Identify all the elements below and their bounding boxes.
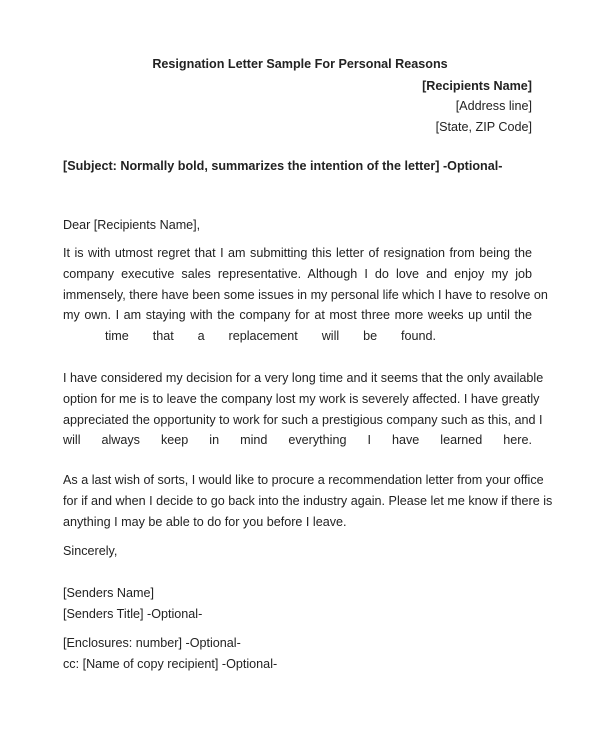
sender-name: [Senders Name] [63, 586, 154, 600]
paragraph-1 [63, 243, 548, 347]
paragraph-1-line: immensely, there have been some issues in my personal life which I have to resolve on [63, 287, 548, 302]
paragraph-3 [63, 470, 553, 532]
paragraph-1-line: time that a replacement will be found. [105, 329, 436, 344]
paragraph-3-line: anything I may be able to do for you before I leave. [63, 514, 347, 529]
salutation: Dear [Recipients Name], [63, 218, 201, 232]
paragraph-1-line: company executive sales representative. Although I do love and enjoy my job [63, 266, 532, 281]
cc-line: cc: [Name of copy recipient] -Optional- [63, 657, 278, 671]
enclosures: [Enclosures: number] -Optional- [63, 636, 241, 650]
recipient-state-zip: [State, ZIP Code] [435, 120, 532, 134]
paragraph-2-line: will always keep in mind everything I have learned here. [63, 433, 532, 448]
paragraph-3-line: As a last wish of sorts, I would like to procure a recommendation letter from your office [63, 473, 544, 487]
sender-title: [Senders Title] -Optional- [63, 607, 203, 621]
paragraph-2-line: appreciated the opportunity to work for such a prestigious company such as this, and I [63, 412, 543, 427]
recipient-address-line: [Address line] [455, 99, 532, 113]
paragraph-1-line: my own. I am staying with the company for at most three more weeks up until the [63, 308, 532, 323]
closing: Sincerely, [63, 544, 118, 558]
paragraph-2-line: I have considered my decision for a very long time and it seems that the only available [63, 371, 544, 385]
document-title: Resignation Letter Sample For Personal Reasons [152, 57, 448, 71]
paragraph-1-line: It is with utmost regret that I am submitting this letter of resignation from being the [63, 246, 532, 260]
paragraph-3-line: for if and when I decide to go back into the industry again. Please let me know if there is [63, 493, 553, 508]
letter-subject: [Subject: Normally bold, summarizes the intention of the letter] -Optional- [63, 159, 503, 173]
paragraph-2-line: option for me is to leave the company lost my work is severely affected. I have greatly [63, 391, 540, 406]
paragraph-2 [63, 368, 544, 451]
recipient-name: [Recipients Name] [422, 79, 532, 93]
